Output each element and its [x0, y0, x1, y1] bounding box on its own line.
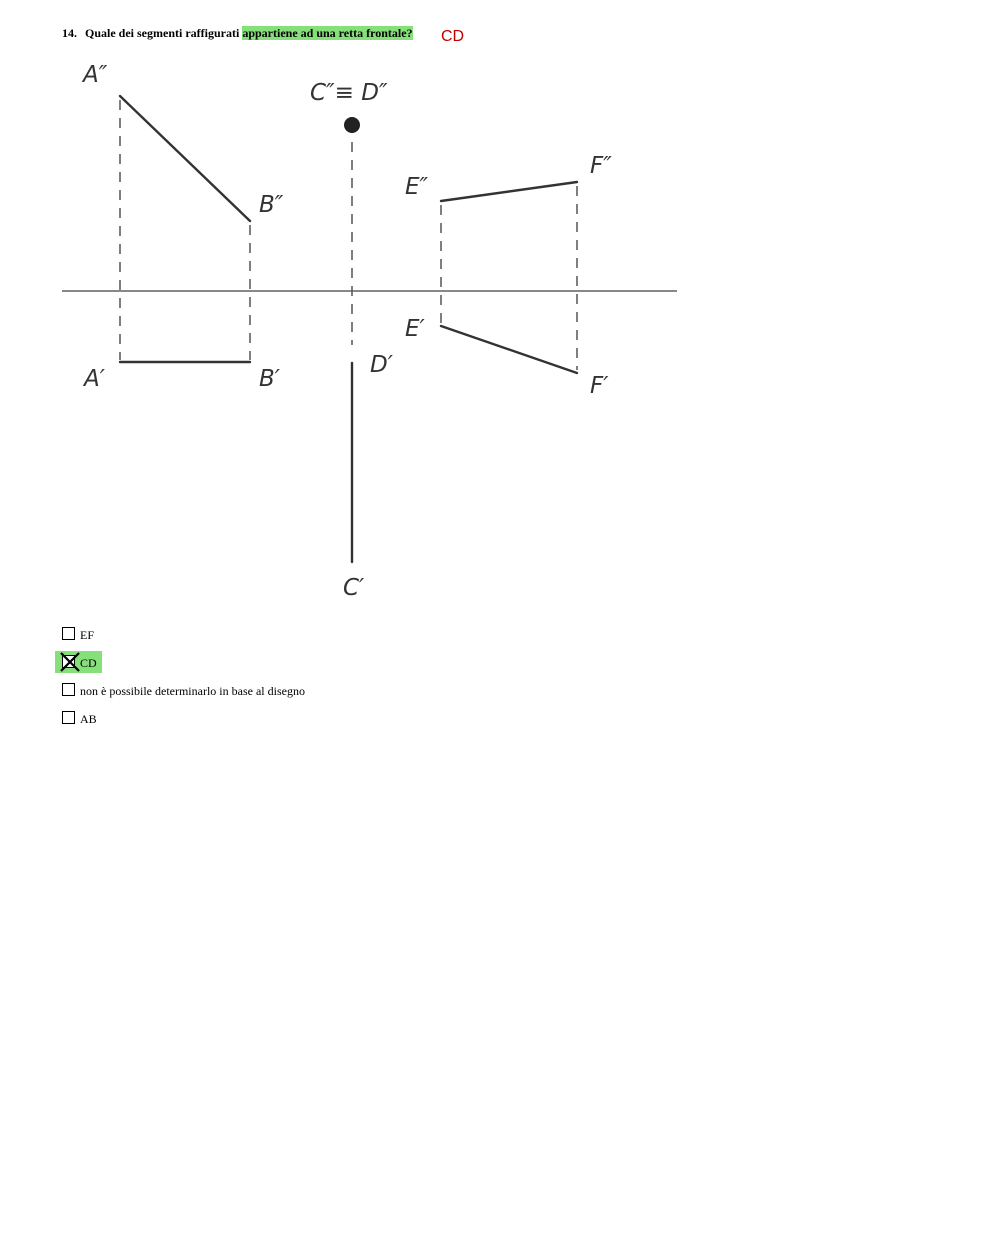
segment-e1-f1: [441, 326, 577, 373]
label-c1: C′: [343, 575, 365, 601]
point-c2-d2: [344, 117, 360, 133]
label-a2: A″: [83, 62, 108, 88]
option-label-undetermined: non è possibile determinarlo in base al disegno: [80, 684, 305, 698]
label-cd2: C″≡ D″: [310, 80, 388, 106]
segment-a2-b2: [120, 96, 250, 221]
checkbox-undetermined[interactable]: [62, 683, 75, 696]
label-e2: E″: [405, 174, 429, 200]
checkbox-ab[interactable]: [62, 711, 75, 724]
label-a1: A′: [84, 366, 105, 392]
option-label-cd: CD: [80, 656, 97, 670]
label-d1: D′: [370, 352, 393, 378]
question-number: 14.: [62, 26, 77, 40]
cross-mark-icon: [59, 651, 81, 673]
question-text-plain: Quale dei segmenti raffigurati: [85, 26, 240, 40]
label-f1: F′: [590, 373, 609, 399]
checkbox-ef[interactable]: [62, 627, 75, 640]
label-b1: B′: [259, 366, 281, 392]
segment-e2-f2: [441, 182, 577, 201]
option-label-ef: EF: [80, 628, 95, 642]
label-f2: F″: [590, 153, 612, 179]
question-text-highlighted: appartiene ad una retta frontale?: [242, 26, 413, 40]
option-label-ab: AB: [80, 712, 97, 726]
label-b2: B″: [259, 192, 284, 218]
label-e1: E′: [405, 316, 425, 342]
handwritten-answer: CD: [441, 28, 465, 45]
